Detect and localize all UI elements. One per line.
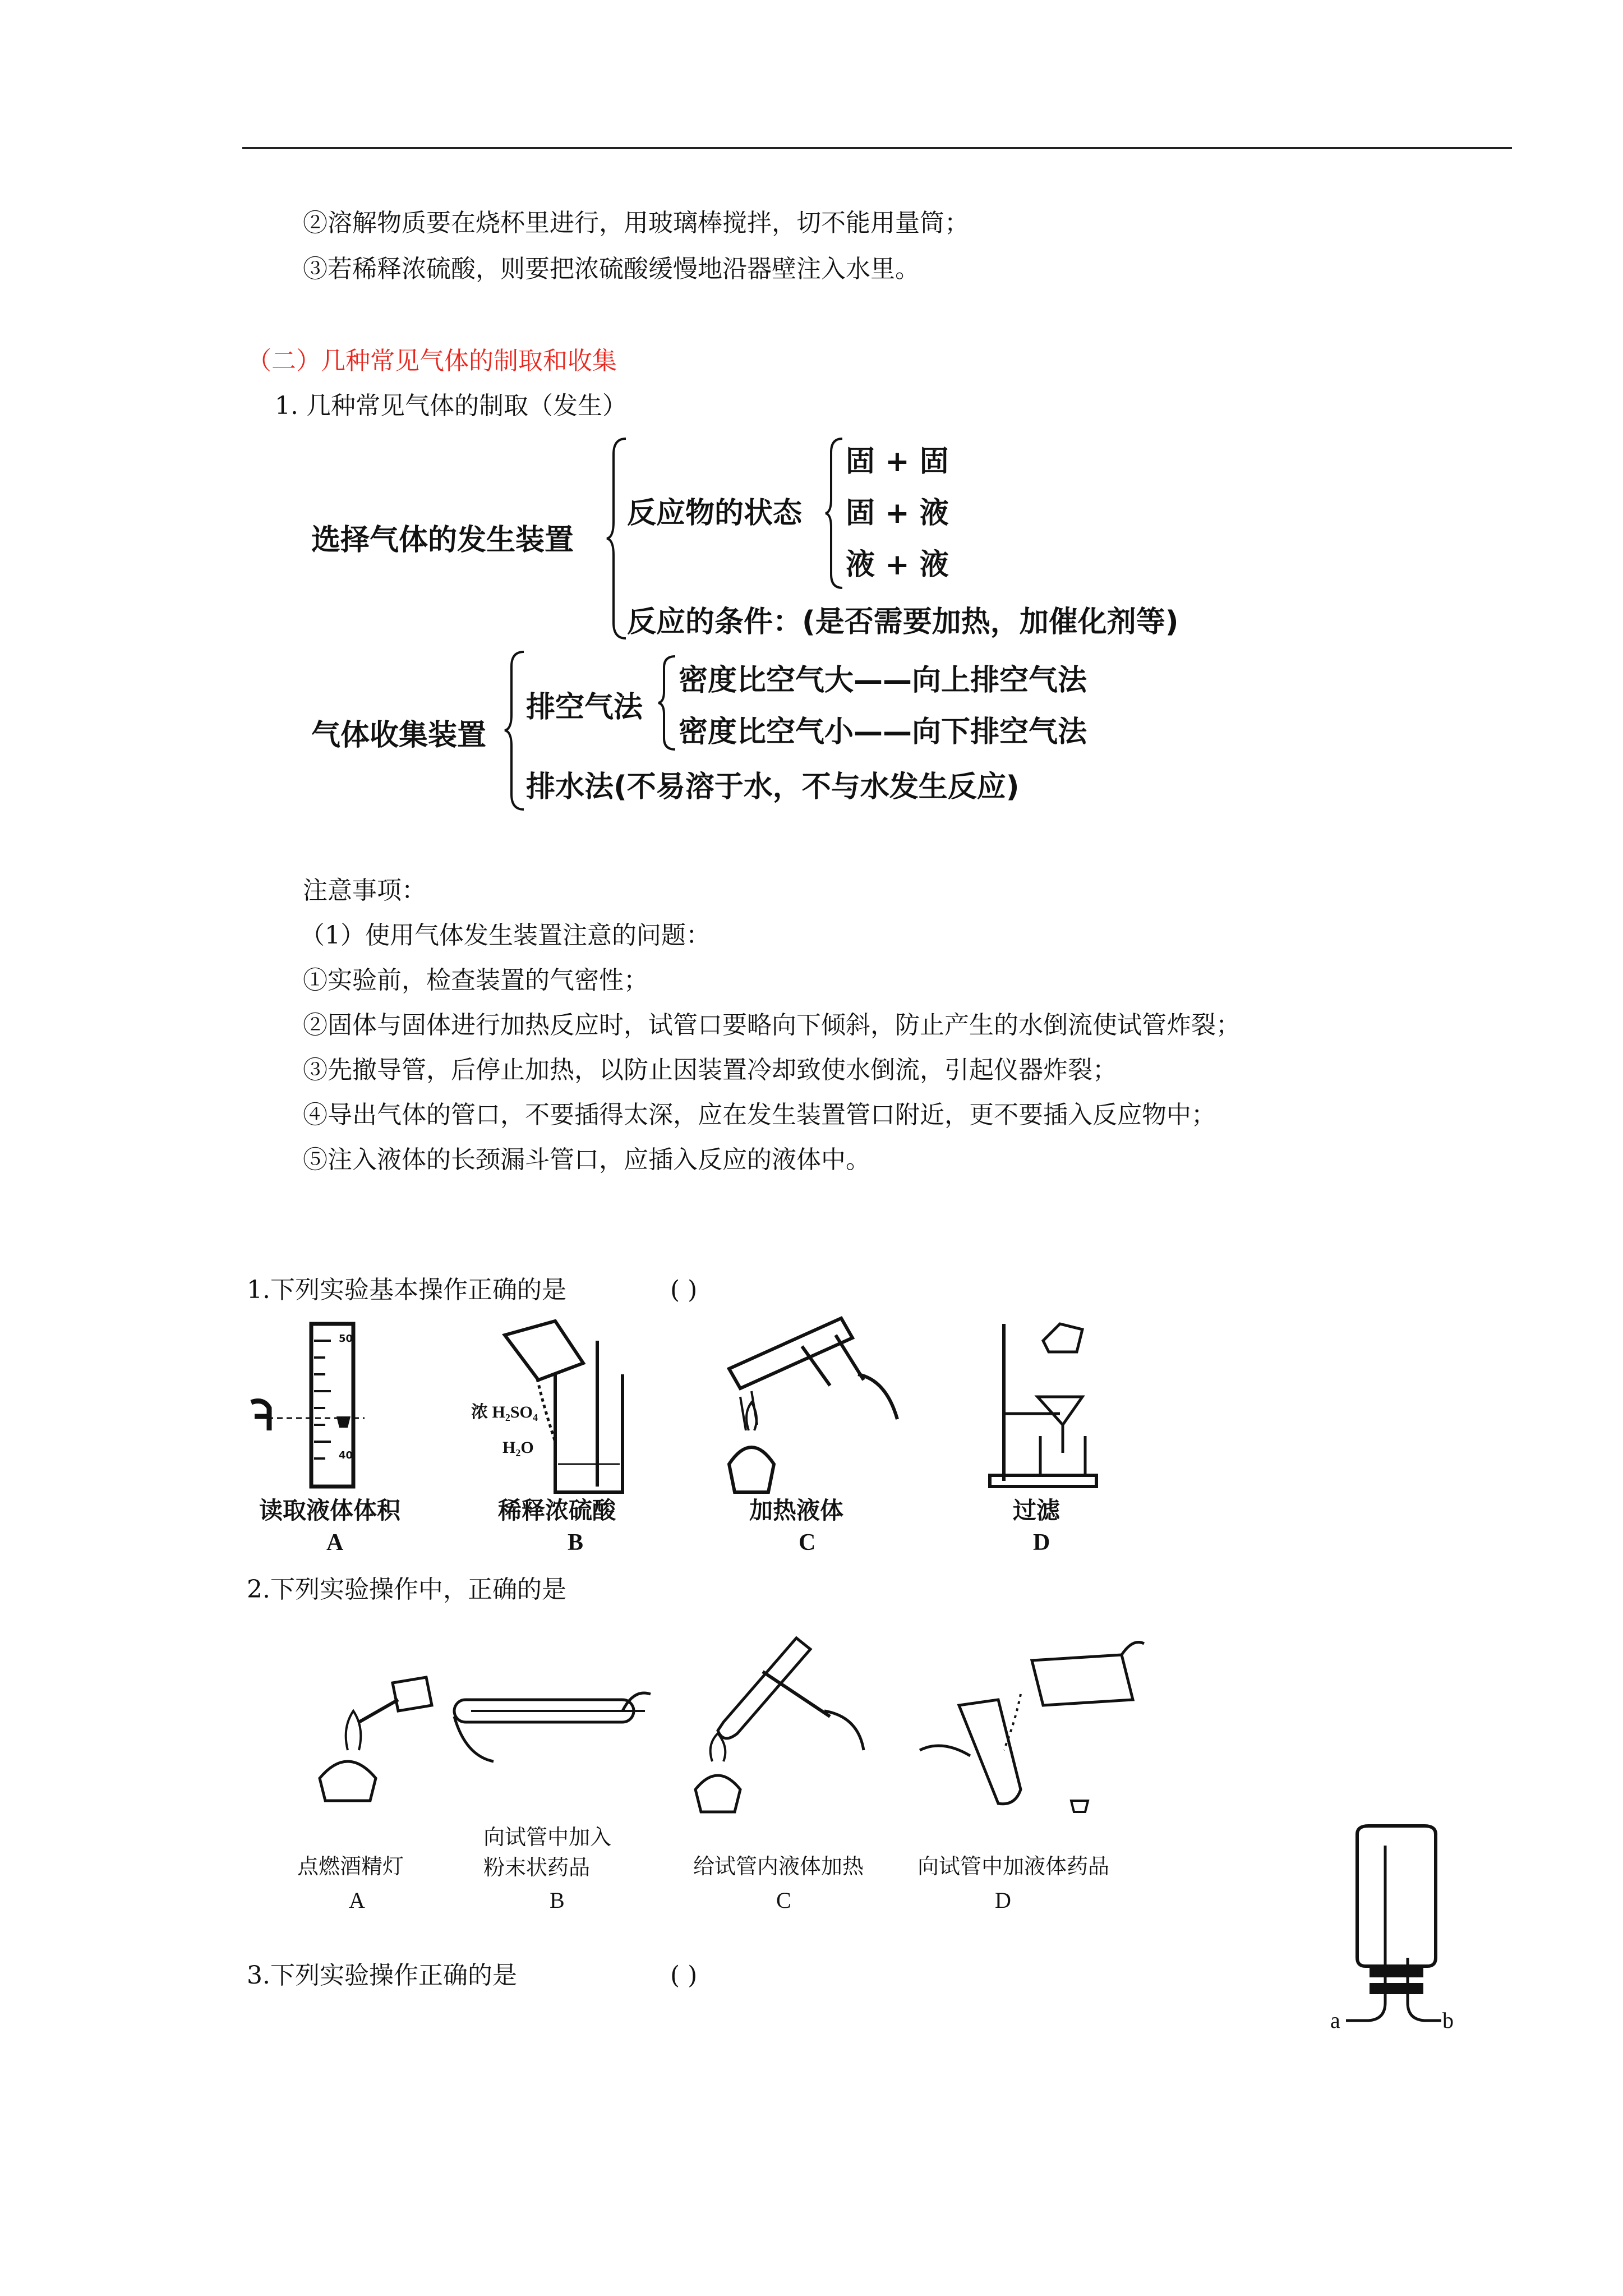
q1-caption-a: 读取液体体积 — [259, 1497, 401, 1524]
q3-bottle-label-a: a — [1330, 2008, 1340, 2033]
section-title: （二）几种常见气体的制取和收集 — [247, 347, 617, 375]
gen-brace-outer — [606, 438, 628, 639]
q2-option-a[interactable]: A — [349, 1888, 365, 1913]
note-item-1: ①实验前，检查装置的气密性； — [303, 966, 648, 995]
q1-caption-d: 过滤 — [1013, 1497, 1061, 1524]
notes-title: 注意事项： — [303, 876, 426, 905]
q2-option-c[interactable]: C — [776, 1888, 791, 1913]
q1-caption-c: 加热液体 — [749, 1497, 844, 1524]
note-item-4: ④导出气体的管口，不要插得太深，应在发生装置管口附近，更不要插入反应物中； — [303, 1101, 1216, 1129]
gen-root-label: 选择气体的发生装置 — [311, 523, 574, 557]
col-up: 密度比空气大——向上排空气法 — [679, 664, 1087, 697]
q2-caption-a: 点燃酒精灯 — [297, 1854, 404, 1879]
q2-figure-b-powder — [449, 1677, 651, 1767]
gen-state-label: 反应物的状态 — [627, 496, 803, 530]
note-item-3: ③先撤导管，后停止加热，以防止因装置冷却致使水倒流，引起仪器炸裂； — [303, 1056, 1117, 1084]
q1-figure-a-tick-50: 50 — [339, 1333, 353, 1345]
q2-caption-d: 向试管中加液体药品 — [917, 1854, 1110, 1879]
gen-state-1: 固 + 固 — [846, 445, 949, 478]
intro-line-3: ③若稀释浓硫酸，则要把浓硫酸缓慢地沿器壁注入水里。 — [303, 255, 920, 283]
q1-option-d[interactable]: D — [1033, 1530, 1050, 1556]
q1-option-c[interactable]: C — [799, 1530, 816, 1556]
q1-figure-a-cylinder — [247, 1324, 370, 1492]
header-rule — [242, 147, 1512, 149]
q1-figure-a-tick-40: 40 — [339, 1450, 353, 1461]
q2-caption-c: 给试管内液体加热 — [693, 1854, 864, 1879]
q3-bottle-label-b: b — [1442, 2008, 1454, 2033]
gen-state-3: 液 + 液 — [846, 548, 949, 582]
col-brace-outer — [504, 651, 526, 811]
q3-answer-paren[interactable]: ( ) — [670, 1961, 698, 1990]
q2-option-d[interactable]: D — [995, 1888, 1011, 1913]
note-item-2: ②固体与固体进行加热反应时，试管口要略向下倾斜，防止产生的水倒流使试管炸裂； — [303, 1011, 1241, 1039]
col-brace-inner — [657, 655, 677, 751]
q1-option-b[interactable]: B — [568, 1530, 584, 1556]
q3-stem: 3.下列实验操作正确的是 — [247, 1961, 517, 1990]
col-down: 密度比空气小——向下排空气法 — [679, 715, 1087, 749]
q2-caption-b-line2: 粉末状药品 — [483, 1855, 591, 1880]
q1-caption-b: 稀释浓硫酸 — [498, 1497, 616, 1524]
intro-line-2: ②溶解物质要在烧杯里进行，用玻璃棒搅拌，切不能用量筒； — [303, 209, 969, 237]
q3-figure-gas-bottle — [1335, 1823, 1458, 2047]
q1-option-a[interactable]: A — [326, 1530, 344, 1556]
q2-figure-c-heat-tube — [690, 1632, 880, 1818]
col-root-label: 气体收集装置 — [311, 719, 487, 752]
q2-option-b[interactable]: B — [550, 1888, 565, 1913]
q2-figure-a-lamp — [314, 1672, 437, 1806]
q1-figure-b-acid-label: 浓 H₂SO₄ — [471, 1403, 538, 1421]
notes-sub: （1）使用气体发生装置注意的问题： — [300, 921, 711, 950]
q1-figure-b-water-label: H₂O — [502, 1438, 534, 1457]
q1-stem: 1.下列实验基本操作正确的是 — [247, 1276, 566, 1304]
gen-brace-inner — [824, 438, 845, 589]
q2-caption-b-line1: 向试管中加入 — [483, 1825, 612, 1849]
subsection-1: 1. 几种常见气体的制取（发生） — [275, 392, 627, 420]
q1-answer-paren[interactable]: ( ) — [670, 1276, 698, 1304]
note-item-5: ⑤注入液体的长颈漏斗管口，应插入反应的液体中。 — [303, 1145, 870, 1174]
gen-state-2: 固 + 液 — [846, 496, 949, 530]
q1-figure-c-heating — [718, 1313, 909, 1503]
col-water: 排水法(不易溶于水，不与水发生反应) — [526, 770, 1020, 804]
col-air-label: 排空气法 — [526, 691, 643, 724]
q1-figure-d-filter — [987, 1318, 1099, 1492]
q2-figure-d-liquid — [909, 1638, 1144, 1818]
gen-condition: 反应的条件：(是否需要加热，加催化剂等) — [627, 605, 1179, 639]
q2-stem: 2.下列实验操作中，正确的是 — [247, 1575, 566, 1604]
